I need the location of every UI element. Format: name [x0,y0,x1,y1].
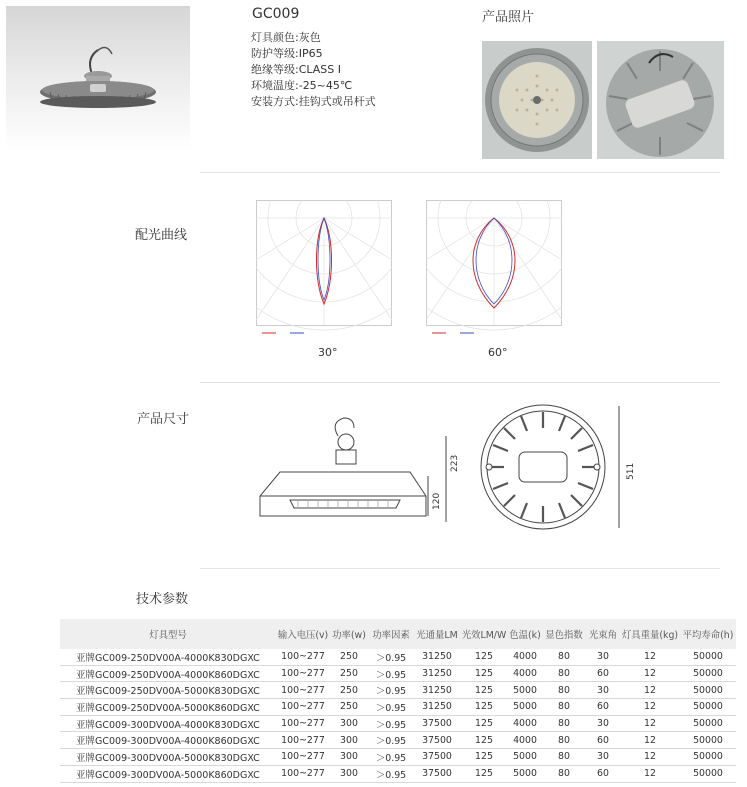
table-cell: ＞0.95 [368,765,414,782]
dimensions-title: 产品尺寸 [137,412,190,427]
dim-diameter: 511 [626,462,636,480]
table-cell: 300 [330,715,368,732]
table-cell: 37500 [414,765,460,782]
table-cell: ＞0.95 [368,665,414,682]
col-header: 灯具型号 [60,619,276,649]
col-header: 光束角 [586,619,620,649]
table-cell: 80 [542,765,586,782]
table-cell: 100~277 [276,715,330,732]
table-cell: 31250 [414,682,460,699]
table-header-row [60,619,736,649]
table-cell: 31250 [414,699,460,716]
table-cell: 300 [330,765,368,782]
table-cell: 30 [586,682,620,699]
table-cell: 12 [620,732,680,749]
section-divider [200,568,720,569]
table-cell: 50000 [680,765,736,782]
table-cell: 250 [330,682,368,699]
table-cell: 31250 [414,649,460,665]
table-cell: 125 [460,699,508,716]
table-cell: 300 [330,732,368,749]
table-row [60,649,736,665]
table-cell: 31250 [414,665,460,682]
section-divider [200,382,720,383]
spec-insulation: 绝缘等级:CLASS I [251,63,342,76]
table-cell: 50000 [680,749,736,766]
table-cell-model: 亚牌GC009-300DV00A-5000K830DGXC [60,749,276,766]
col-header: 显色指数 [542,619,586,649]
table-row [60,699,736,716]
table-cell: 5000 [508,699,542,716]
table-cell: 12 [620,649,680,665]
table-cell: 30 [586,649,620,665]
col-header: 功率因素 [368,619,414,649]
table-cell: 80 [542,749,586,766]
product-hero-image [6,6,190,151]
table-cell: 50000 [680,715,736,732]
product-photo-front [482,41,592,159]
table-cell: ＞0.95 [368,749,414,766]
table-cell: 100~277 [276,732,330,749]
top-view-drawing [475,400,625,534]
tech-spec-table [60,619,736,783]
table-cell: ＞0.95 [368,649,414,665]
table-cell: 125 [460,749,508,766]
table-cell: 125 [460,682,508,699]
table-cell: 12 [620,715,680,732]
table-cell: 250 [330,699,368,716]
spec-mounting: 安装方式:挂钩式或吊杆式 [251,95,376,108]
product-model: GC009 [252,6,300,22]
table-cell: 5000 [508,765,542,782]
table-cell: 100~277 [276,749,330,766]
table-cell: 60 [586,732,620,749]
table-cell: ＞0.95 [368,732,414,749]
polar-chart-60 [426,200,562,340]
table-cell: 30 [586,749,620,766]
table-cell: 125 [460,649,508,665]
table-cell: 12 [620,749,680,766]
table-cell: 100~277 [276,649,330,665]
table-row [60,765,736,782]
table-cell-model: 亚牌GC009-300DV00A-4000K830DGXC [60,715,276,732]
table-cell-model: 亚牌GC009-300DV00A-4000K860DGXC [60,732,276,749]
table-cell-model: 亚牌GC009-250DV00A-4000K830DGXC [60,649,276,665]
table-row [60,665,736,682]
table-cell: 12 [620,765,680,782]
table-cell: 80 [542,715,586,732]
table-cell: 80 [542,699,586,716]
table-cell: 4000 [508,665,542,682]
col-header: 灯具重量(kg) [620,619,680,649]
table-cell: 12 [620,699,680,716]
light-curve-title: 配光曲线 [135,228,188,243]
section-divider [200,172,720,173]
table-cell: 250 [330,665,368,682]
table-cell: 5000 [508,749,542,766]
table-cell: 125 [460,665,508,682]
dim-height-total: 223 [450,454,460,472]
table-cell-model: 亚牌GC009-300DV00A-5000K860DGXC [60,765,276,782]
table-cell: 30 [586,715,620,732]
table-cell: 125 [460,765,508,782]
polar-chart-30 [256,200,392,340]
table-cell: 300 [330,749,368,766]
table-cell: 60 [586,765,620,782]
col-header: 色温(k) [508,619,542,649]
table-cell: 12 [620,682,680,699]
table-cell: 100~277 [276,765,330,782]
polar-chart-60-label: 60° [488,346,508,359]
table-cell: 100~277 [276,682,330,699]
table-cell-model: 亚牌GC009-250DV00A-5000K830DGXC [60,682,276,699]
table-cell: 125 [460,715,508,732]
table-cell: 50000 [680,699,736,716]
table-cell: 100~277 [276,699,330,716]
table-row [60,749,736,766]
polar-chart-30-label: 30° [318,346,338,359]
table-cell: 50000 [680,732,736,749]
table-cell: 4000 [508,732,542,749]
spec-ip-rating: 防护等级:IP65 [251,47,323,60]
table-cell: 80 [542,665,586,682]
table-cell: 80 [542,682,586,699]
spec-temperature: 环境温度:-25~45℃ [251,79,353,92]
table-cell: 100~277 [276,665,330,682]
table-row [60,732,736,749]
highbay-lamp-illustration [6,6,190,151]
side-view-drawing [250,400,465,530]
table-cell: 60 [586,665,620,682]
table-row [60,682,736,699]
photos-title: 产品照片 [482,10,535,25]
table-cell: 12 [620,665,680,682]
table-cell: ＞0.95 [368,715,414,732]
table-cell: 37500 [414,732,460,749]
spec-color: 灯具颜色:灰色 [251,31,321,44]
table-cell: 37500 [414,749,460,766]
col-header: 功率(w) [330,619,368,649]
table-cell: 37500 [414,715,460,732]
table-cell: 5000 [508,682,542,699]
table-cell: ＞0.95 [368,682,414,699]
table-cell: ＞0.95 [368,699,414,716]
col-header: 光通量LM [414,619,460,649]
table-cell: 50000 [680,649,736,665]
table-cell: 60 [586,699,620,716]
table-cell: 80 [542,732,586,749]
col-header: 平均寿命(h) [680,619,736,649]
table-cell: 250 [330,649,368,665]
dim-height-body: 120 [432,492,442,510]
col-header: 输入电压(v) [276,619,330,649]
table-cell: 50000 [680,665,736,682]
table-cell: 4000 [508,715,542,732]
table-cell-model: 亚牌GC009-250DV00A-5000K860DGXC [60,699,276,716]
product-photo-back [597,41,724,159]
table-cell: 125 [460,732,508,749]
table-cell: 80 [542,649,586,665]
table-cell-model: 亚牌GC009-250DV00A-4000K860DGXC [60,665,276,682]
table-row [60,715,736,732]
tech-title: 技术参数 [136,592,189,607]
col-header: 光效LM/W [460,619,508,649]
table-cell: 4000 [508,649,542,665]
table-cell: 50000 [680,682,736,699]
